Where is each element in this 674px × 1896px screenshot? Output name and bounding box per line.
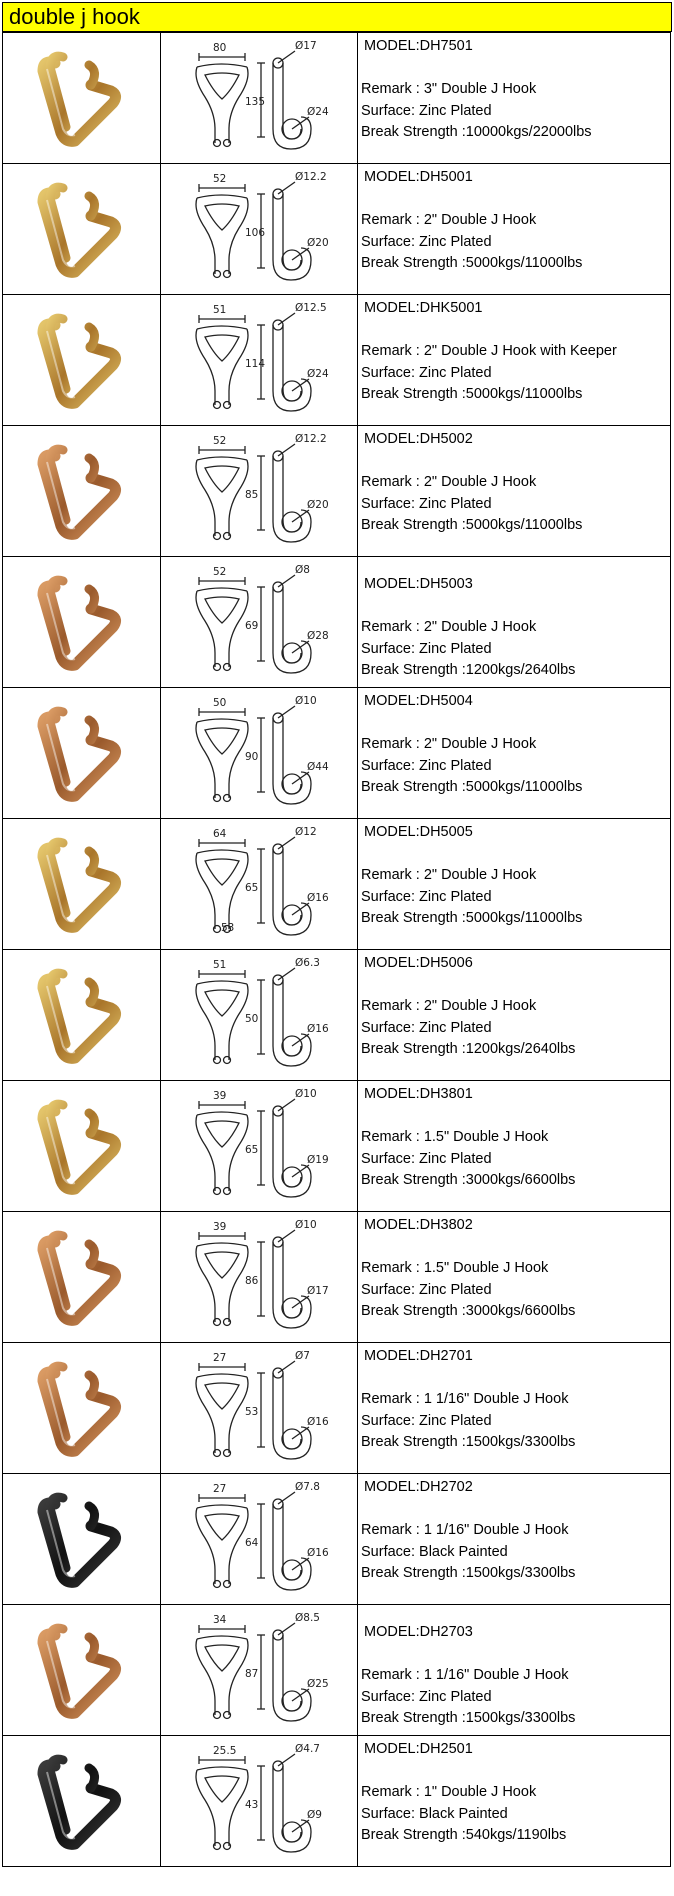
photo-cell <box>3 1736 161 1867</box>
dim-wire-diameter: Ø10 <box>295 695 317 707</box>
drawing-cell <box>161 1212 358 1343</box>
dim-hook-diameter: Ø16 <box>307 892 329 904</box>
surface-text: Surface: Zinc Plated <box>361 1019 492 1036</box>
hook-drawing <box>161 1212 356 1341</box>
spec-cell <box>358 819 671 950</box>
dim-wire-diameter: Ø10 <box>295 1088 317 1100</box>
photo-cell <box>3 1605 161 1736</box>
product-row <box>3 1474 671 1605</box>
remark-text: Remark : 1 1/16" Double J Hook <box>361 1522 569 1538</box>
hook-photo <box>3 688 159 817</box>
remark-text: Remark : 2" Double J Hook <box>361 867 537 883</box>
dim-wire-diameter: Ø6.3 <box>295 957 320 969</box>
spec-cell <box>358 950 671 1081</box>
product-row <box>3 1605 671 1736</box>
product-row <box>3 1212 671 1343</box>
product-row <box>3 295 671 426</box>
dim-width: 51 <box>213 959 227 971</box>
break-strength-text: Break Strength :5000kgs/11000lbs <box>361 779 583 795</box>
hook-drawing <box>161 950 356 1079</box>
remark-text: Remark : 1" Double J Hook <box>361 1784 537 1800</box>
remark-text: Remark : 2" Double J Hook <box>361 736 537 752</box>
hook-photo <box>3 819 159 948</box>
surface-text: Surface: Zinc Plated <box>361 757 492 774</box>
product-row <box>3 557 671 688</box>
spec-cell <box>358 295 671 426</box>
dim-hook-diameter: Ø9 <box>307 1809 322 1821</box>
photo-cell <box>3 1081 161 1212</box>
break-strength-text: Break Strength :3000kgs/6600lbs <box>361 1303 576 1319</box>
drawing-cell <box>161 557 358 688</box>
model-number: MODEL:DH3801 <box>364 1086 473 1102</box>
dim-height: 85 <box>245 489 259 501</box>
dim-hook-diameter: Ø24 <box>307 368 329 380</box>
spec-cell <box>358 1081 671 1212</box>
dim-height: 135 <box>245 96 266 108</box>
photo-cell <box>3 1212 161 1343</box>
hook-drawing <box>161 1081 356 1210</box>
model-number: MODEL:DH2702 <box>364 1479 473 1495</box>
dim-width: 27 <box>213 1352 227 1364</box>
drawing-cell <box>161 1474 358 1605</box>
dim-width: 52 <box>213 435 227 447</box>
spec-cell <box>358 557 671 688</box>
dim-hook-diameter: Ø16 <box>307 1547 329 1559</box>
dim-width: 39 <box>213 1221 227 1233</box>
product-row <box>3 164 671 295</box>
model-number: MODEL:DH5005 <box>364 824 473 840</box>
product-row <box>3 1343 671 1474</box>
dim-width: 51 <box>213 304 227 316</box>
model-number: MODEL:DH5006 <box>364 955 473 971</box>
hook-photo <box>3 164 159 293</box>
remark-text: Remark : 2" Double J Hook with Keeper <box>361 343 617 359</box>
dim-wire-diameter: Ø7.8 <box>295 1481 320 1493</box>
dim-height: 65 <box>245 882 259 894</box>
photo-cell <box>3 1343 161 1474</box>
model-number: MODEL:DH7501 <box>364 38 473 54</box>
model-number: MODEL:DH5001 <box>364 169 473 185</box>
dim-wire-diameter: Ø12.2 <box>295 171 327 183</box>
product-row <box>3 33 671 164</box>
drawing-cell <box>161 1343 358 1474</box>
dim-height: 69 <box>245 620 259 632</box>
dim-height: 106 <box>245 227 266 239</box>
drawing-cell <box>161 426 358 557</box>
drawing-cell <box>161 688 358 819</box>
dim-wire-diameter: Ø8.5 <box>295 1612 320 1624</box>
break-strength-text: Break Strength :5000kgs/11000lbs <box>361 255 583 271</box>
dim-hook-diameter: Ø28 <box>307 630 329 642</box>
dim-hook-diameter: Ø25 <box>307 1678 329 1690</box>
model-number: MODEL:DH5002 <box>364 431 473 447</box>
drawing-cell <box>161 1081 358 1212</box>
product-row <box>3 819 671 950</box>
dim-hook-diameter: Ø16 <box>307 1416 329 1428</box>
dim-hook-diameter: Ø17 <box>307 1285 329 1297</box>
dim-wire-diameter: Ø7 <box>295 1350 310 1362</box>
dim-hook-diameter: Ø24 <box>307 106 329 118</box>
hook-photo <box>3 295 159 424</box>
surface-text: Surface: Zinc Plated <box>361 233 492 250</box>
spec-cell <box>358 33 671 164</box>
photo-cell <box>3 1474 161 1605</box>
drawing-cell <box>161 950 358 1081</box>
photo-cell <box>3 295 161 426</box>
photo-cell <box>3 688 161 819</box>
photo-cell <box>3 819 161 950</box>
spec-cell <box>358 1736 671 1867</box>
model-number: MODEL:DHK5001 <box>364 300 483 316</box>
dim-height: 65 <box>245 1144 259 1156</box>
dim-wire-diameter: Ø12.2 <box>295 433 327 445</box>
dim-height: 50 <box>245 1013 259 1025</box>
surface-text: Surface: Zinc Plated <box>361 1412 492 1429</box>
hook-photo <box>3 950 159 1079</box>
hook-drawing <box>161 1736 356 1865</box>
break-strength-text: Break Strength :1500kgs/3300lbs <box>361 1434 576 1450</box>
surface-text: Surface: Zinc Plated <box>361 364 492 381</box>
drawing-cell <box>161 295 358 426</box>
product-row <box>3 426 671 557</box>
hook-drawing <box>161 688 356 817</box>
break-strength-text: Break Strength :10000kgs/22000lbs <box>361 124 592 140</box>
remark-text: Remark : 1 1/16" Double J Hook <box>361 1667 569 1683</box>
spec-cell <box>358 164 671 295</box>
hook-photo <box>3 1736 159 1865</box>
photo-cell <box>3 557 161 688</box>
hook-drawing <box>161 1474 356 1603</box>
remark-text: Remark : 3" Double J Hook <box>361 81 537 97</box>
break-strength-text: Break Strength :5000kgs/11000lbs <box>361 386 583 402</box>
photo-cell <box>3 950 161 1081</box>
surface-text: Surface: Zinc Plated <box>361 888 492 905</box>
remark-text: Remark : 2" Double J Hook <box>361 619 537 635</box>
hook-drawing <box>161 426 356 555</box>
hook-drawing <box>161 164 356 293</box>
hook-photo <box>3 1212 159 1341</box>
model-number: MODEL:DH2501 <box>364 1741 473 1757</box>
dim-width: 27 <box>213 1483 227 1495</box>
dim-hook-diameter: Ø44 <box>307 761 329 773</box>
remark-text: Remark : 1.5" Double J Hook <box>361 1260 549 1276</box>
hook-photo <box>3 1474 159 1603</box>
dim-hook-diameter: Ø19 <box>307 1154 329 1166</box>
model-number: MODEL:DH2703 <box>364 1624 473 1640</box>
dim-wire-diameter: Ø10 <box>295 1219 317 1231</box>
dim-height: 64 <box>245 1537 259 1549</box>
remark-text: Remark : 2" Double J Hook <box>361 474 537 490</box>
dim-width: 80 <box>213 42 227 54</box>
model-number: MODEL:DH5004 <box>364 693 473 709</box>
hook-photo <box>3 33 159 162</box>
surface-text: Surface: Zinc Plated <box>361 1281 492 1298</box>
remark-text: Remark : 1 1/16" Double J Hook <box>361 1391 569 1407</box>
dim-wire-diameter: Ø12 <box>295 826 317 838</box>
remark-text: Remark : 1.5" Double J Hook <box>361 1129 549 1145</box>
product-row <box>3 1081 671 1212</box>
remark-text: Remark : 2" Double J Hook <box>361 212 537 228</box>
hook-drawing <box>161 557 356 686</box>
hook-photo <box>3 1343 159 1472</box>
dim-height: 87 <box>245 1668 259 1680</box>
drawing-cell <box>161 1736 358 1867</box>
catalog-title: double j hook <box>2 2 672 32</box>
product-row <box>3 950 671 1081</box>
dim-height: 90 <box>245 751 259 763</box>
surface-text: Surface: Zinc Plated <box>361 102 492 119</box>
product-table <box>2 32 671 1867</box>
dim-width: 64 <box>213 828 227 840</box>
spec-cell <box>358 1605 671 1736</box>
break-strength-text: Break Strength :5000kgs/11000lbs <box>361 910 583 926</box>
spec-cell <box>358 1474 671 1605</box>
hook-photo <box>3 557 159 686</box>
model-number: MODEL:DH3802 <box>364 1217 473 1233</box>
dim-width: 39 <box>213 1090 227 1102</box>
dim-wire-diameter: Ø17 <box>295 40 317 52</box>
hook-drawing <box>161 295 356 424</box>
product-row <box>3 688 671 819</box>
model-number: MODEL:DH5003 <box>364 576 473 592</box>
dim-width: 50 <box>213 697 227 709</box>
photo-cell <box>3 426 161 557</box>
surface-text: Surface: Zinc Plated <box>361 1150 492 1167</box>
dim-width: 52 <box>213 173 227 185</box>
break-strength-text: Break Strength :1500kgs/3300lbs <box>361 1710 576 1726</box>
hook-drawing <box>161 1343 356 1472</box>
dim-width: 52 <box>213 566 227 578</box>
break-strength-text: Break Strength :1200kgs/2640lbs <box>361 1041 576 1057</box>
dim-height: 53 <box>245 1406 259 1418</box>
break-strength-text: Break Strength :1200kgs/2640lbs <box>361 662 576 678</box>
break-strength-text: Break Strength :1500kgs/3300lbs <box>361 1565 576 1581</box>
model-number: MODEL:DH2701 <box>364 1348 473 1364</box>
photo-cell <box>3 33 161 164</box>
dim-wire-diameter: Ø8 <box>295 564 310 576</box>
hook-photo <box>3 426 159 555</box>
hook-drawing <box>161 819 356 948</box>
surface-text: Surface: Black Painted <box>361 1543 508 1560</box>
dim-wire-diameter: Ø12.5 <box>295 302 327 314</box>
dim-hook-diameter: Ø20 <box>307 237 329 249</box>
drawing-cell <box>161 33 358 164</box>
spec-cell <box>358 426 671 557</box>
drawing-cell <box>161 1605 358 1736</box>
dim-width: 34 <box>213 1614 227 1626</box>
hook-drawing <box>161 33 356 162</box>
hook-photo <box>3 1605 159 1734</box>
spec-cell <box>358 1343 671 1474</box>
dim-hook-diameter: Ø16 <box>307 1023 329 1035</box>
dim-bottom-width: 53 <box>221 922 235 934</box>
dim-height: 86 <box>245 1275 259 1287</box>
dim-width: 25.5 <box>213 1745 237 1757</box>
break-strength-text: Break Strength :540kgs/1190lbs <box>361 1827 567 1843</box>
surface-text: Surface: Zinc Plated <box>361 640 492 657</box>
product-row <box>3 1736 671 1867</box>
surface-text: Surface: Zinc Plated <box>361 1688 492 1705</box>
spec-cell <box>358 688 671 819</box>
surface-text: Surface: Black Painted <box>361 1805 508 1822</box>
surface-text: Surface: Zinc Plated <box>361 495 492 512</box>
remark-text: Remark : 2" Double J Hook <box>361 998 537 1014</box>
drawing-cell <box>161 164 358 295</box>
break-strength-text: Break Strength :5000kgs/11000lbs <box>361 517 583 533</box>
drawing-cell <box>161 819 358 950</box>
dim-height: 43 <box>245 1799 259 1811</box>
break-strength-text: Break Strength :3000kgs/6600lbs <box>361 1172 576 1188</box>
dim-height: 114 <box>245 358 266 370</box>
dim-hook-diameter: Ø20 <box>307 499 329 511</box>
dim-wire-diameter: Ø4.7 <box>295 1743 320 1755</box>
spec-cell <box>358 1212 671 1343</box>
hook-photo <box>3 1081 159 1210</box>
hook-drawing <box>161 1605 356 1734</box>
photo-cell <box>3 164 161 295</box>
